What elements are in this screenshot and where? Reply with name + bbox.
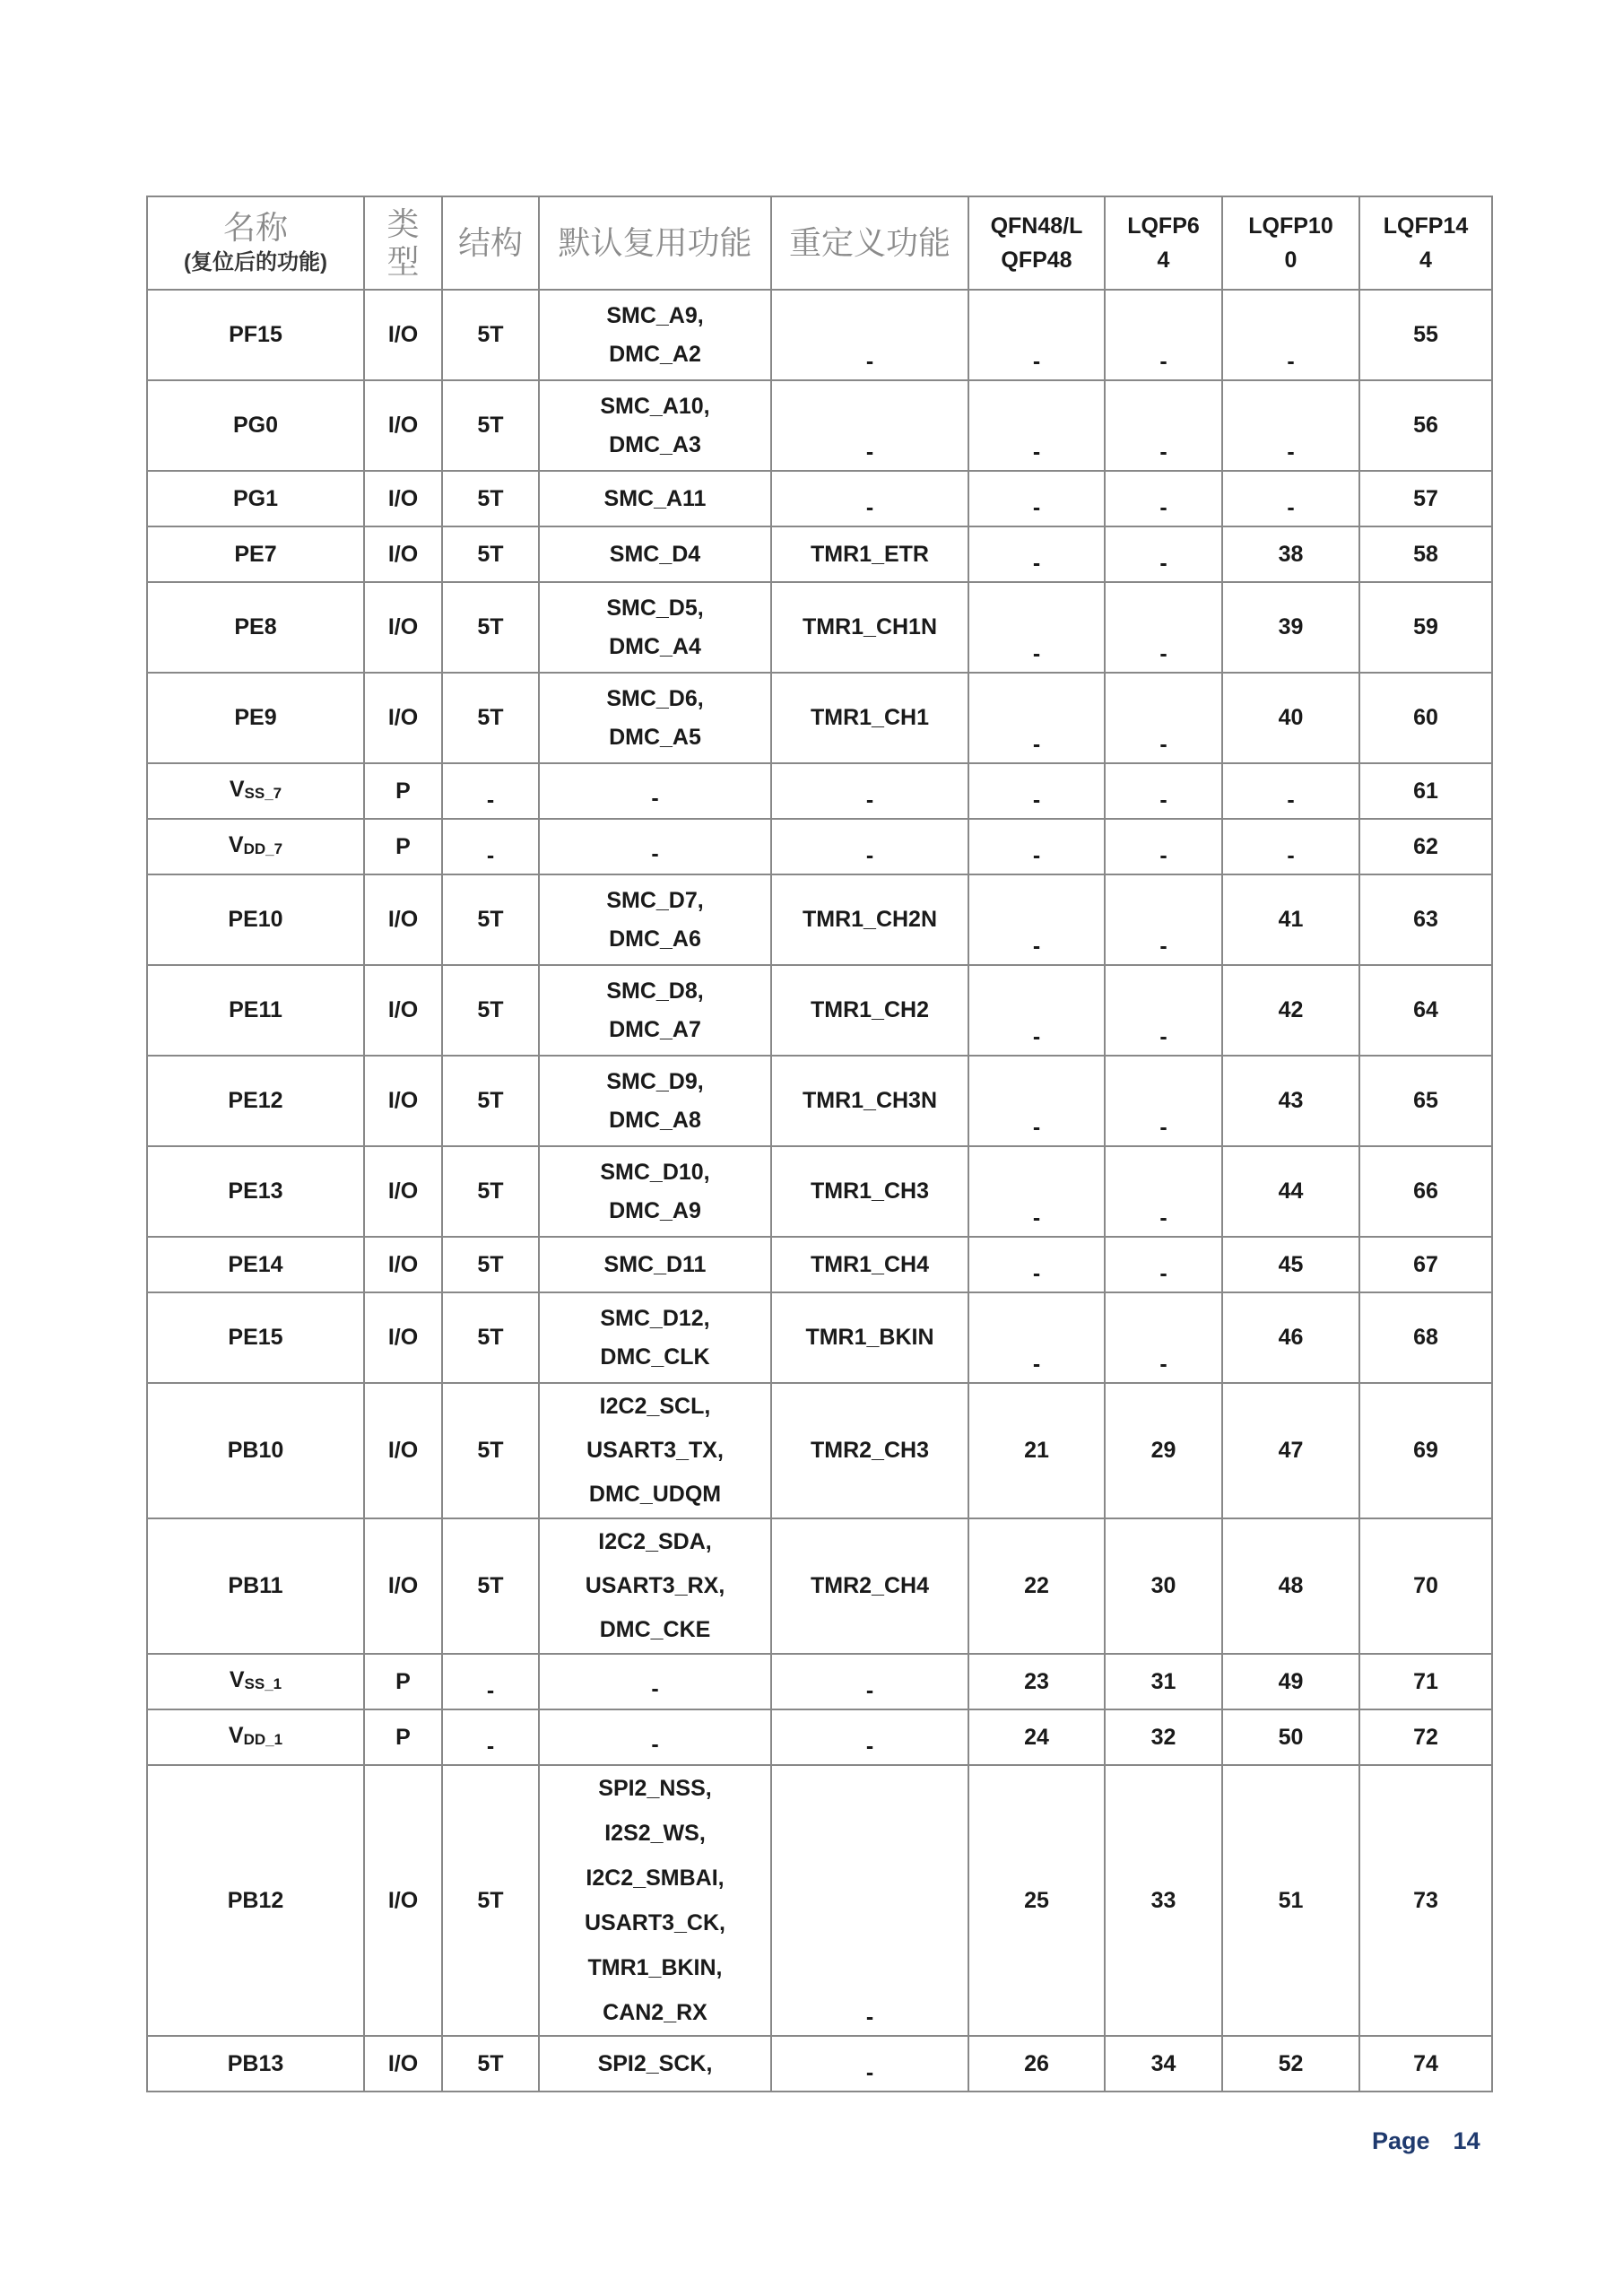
af-line: - <box>651 1676 659 1701</box>
pin-default-af-cell <box>539 673 771 763</box>
pin-lqfp144-cell: 58 <box>1359 526 1492 582</box>
pin-structure-cell: 5T <box>442 965 539 1056</box>
header-lqfp100: LQFP100 <box>1222 196 1359 290</box>
pin-lqfp144-cell: 63 <box>1359 874 1492 965</box>
pin-remap-cell: TMR1_CH1 <box>771 673 968 763</box>
pin-default-af-cell <box>539 965 771 1056</box>
pin-lqfp100-cell: 47 <box>1222 1383 1359 1518</box>
pin-lqfp64-cell: - <box>1105 1056 1222 1146</box>
pin-name-main: V <box>229 1666 245 1692</box>
pin-table-wrapper <box>146 196 1493 2092</box>
pin-name-cell <box>147 1654 364 1709</box>
pin-remap-cell: TMR1_CH2 <box>771 965 968 1056</box>
pin-lqfp64-cell: - <box>1105 526 1222 582</box>
pin-name-index: DD_1 <box>243 1730 283 1748</box>
pin-name-cell: PG1 <box>147 471 364 526</box>
pin-name-cell: PE7 <box>147 526 364 582</box>
pin-type-cell: I/O <box>364 874 442 965</box>
af-line: SMC_D9, <box>606 1068 704 1094</box>
pin-name-cell <box>147 763 364 819</box>
pin-structure-cell: 5T <box>442 1237 539 1292</box>
pin-qfn48-cell: - <box>968 874 1105 965</box>
af-line: SMC_D11 <box>603 1251 707 1277</box>
af-line: DMC_A9 <box>609 1197 701 1223</box>
table-row <box>147 290 1492 380</box>
pin-lqfp64-cell: 30 <box>1105 1518 1222 1654</box>
pin-remap-cell: - <box>771 471 968 526</box>
af-line: DMC_A8 <box>609 1107 701 1133</box>
pin-qfn48-cell: - <box>968 380 1105 471</box>
pin-lqfp64-cell: 32 <box>1105 1709 1222 1765</box>
pin-name-cell: PE12 <box>147 1056 364 1146</box>
table-row <box>147 582 1492 673</box>
pin-remap-cell: - <box>771 1654 968 1709</box>
pin-name-cell <box>147 1709 364 1765</box>
pin-lqfp100-cell: 48 <box>1222 1518 1359 1654</box>
pin-default-af-cell <box>539 819 771 874</box>
pin-default-af-cell <box>539 526 771 582</box>
pin-structure-cell: 5T <box>442 1292 539 1383</box>
pin-lqfp144-cell: 57 <box>1359 471 1492 526</box>
pin-name-main: V <box>228 831 244 857</box>
pin-lqfp100-cell: 40 <box>1222 673 1359 763</box>
pin-default-af-cell <box>539 1146 771 1237</box>
header-structure: 结构 <box>442 196 539 290</box>
pin-remap-cell: TMR1_CH2N <box>771 874 968 965</box>
pin-definition-table <box>146 196 1493 2092</box>
af-line: SMC_D6, <box>606 685 704 711</box>
af-line: DMC_A3 <box>609 431 701 457</box>
pin-remap-cell: - <box>771 763 968 819</box>
pin-lqfp64-cell: - <box>1105 673 1222 763</box>
pin-lqfp144-cell: 73 <box>1359 1765 1492 2036</box>
af-line: DMC_CLK <box>600 1344 710 1370</box>
pin-lqfp100-cell: 41 <box>1222 874 1359 965</box>
pin-remap-cell: TMR1_CH3 <box>771 1146 968 1237</box>
pin-lqfp64-cell: - <box>1105 1237 1222 1292</box>
pin-name-cell: PE8 <box>147 582 364 673</box>
pin-lqfp64-cell: - <box>1105 471 1222 526</box>
table-row <box>147 471 1492 526</box>
pin-type-cell: I/O <box>364 526 442 582</box>
pin-lqfp144-cell: 67 <box>1359 1237 1492 1292</box>
pin-structure-cell: 5T <box>442 582 539 673</box>
af-line: SMC_D5, <box>606 595 704 621</box>
pin-qfn48-cell: - <box>968 763 1105 819</box>
pin-structure-cell: 5T <box>442 1518 539 1654</box>
pin-name-cell: PE15 <box>147 1292 364 1383</box>
pin-lqfp64-cell: 33 <box>1105 1765 1222 2036</box>
af-line: SMC_A10, <box>600 393 710 419</box>
pin-name-cell: PE11 <box>147 965 364 1056</box>
af-line: - <box>651 786 659 811</box>
pin-qfn48-cell: 23 <box>968 1654 1105 1709</box>
pin-structure-cell: 5T <box>442 526 539 582</box>
pin-lqfp144-cell: 70 <box>1359 1518 1492 1654</box>
af-line: SPI2_SCK, <box>597 2050 713 2076</box>
pin-name-cell: PB13 <box>147 2036 364 2092</box>
pin-lqfp100-cell: 44 <box>1222 1146 1359 1237</box>
pin-default-af-cell <box>539 290 771 380</box>
pin-default-af-cell <box>539 2036 771 2092</box>
table-row <box>147 1383 1492 1518</box>
table-row <box>147 526 1492 582</box>
pin-type-cell: I/O <box>364 1056 442 1146</box>
af-line: USART3_TX, <box>586 1438 724 1463</box>
pin-lqfp144-cell: 71 <box>1359 1654 1492 1709</box>
af-line: SMC_A9, <box>606 302 704 328</box>
pin-structure-cell: - <box>442 819 539 874</box>
pin-name-cell: PB10 <box>147 1383 364 1518</box>
pin-type-cell: P <box>364 819 442 874</box>
pin-type-cell: I/O <box>364 380 442 471</box>
pin-qfn48-cell: - <box>968 965 1105 1056</box>
af-line: SPI2_NSS, <box>598 1776 712 1801</box>
pin-qfn48-cell: 25 <box>968 1765 1105 2036</box>
pin-qfn48-cell: 26 <box>968 2036 1105 2092</box>
table-row <box>147 1292 1492 1383</box>
header-lqfp144: LQFP144 <box>1359 196 1492 290</box>
pin-remap-cell: TMR1_CH3N <box>771 1056 968 1146</box>
page-number: 14 <box>1453 2127 1480 2154</box>
pin-default-af-cell <box>539 1654 771 1709</box>
pin-type-cell: I/O <box>364 1765 442 2036</box>
af-line: TMR1_BKIN, <box>587 1955 723 1980</box>
pin-remap-cell: TMR1_ETR <box>771 526 968 582</box>
pin-default-af-cell <box>539 471 771 526</box>
pin-remap-cell: - <box>771 1765 968 2036</box>
pin-lqfp100-cell: - <box>1222 763 1359 819</box>
pin-name-index: DD_7 <box>243 839 283 857</box>
af-line: USART3_CK, <box>585 1910 725 1935</box>
pin-remap-cell: - <box>771 1709 968 1765</box>
pin-lqfp100-cell: - <box>1222 290 1359 380</box>
af-line: I2S2_WS, <box>604 1821 706 1846</box>
af-line: DMC_A6 <box>609 926 701 952</box>
af-line: USART3_RX, <box>585 1573 725 1598</box>
af-line: DMC_A2 <box>609 341 701 367</box>
af-line: I2C2_SCL, <box>599 1394 711 1419</box>
af-line: SMC_D8, <box>606 978 704 1004</box>
pin-structure-cell: - <box>442 763 539 819</box>
af-line: SMC_D7, <box>606 887 704 913</box>
pin-lqfp144-cell: 60 <box>1359 673 1492 763</box>
table-row <box>147 380 1492 471</box>
pin-name-cell: PE10 <box>147 874 364 965</box>
pin-lqfp64-cell: - <box>1105 965 1222 1056</box>
pin-default-af-cell <box>539 763 771 819</box>
pin-type-cell: I/O <box>364 1146 442 1237</box>
pin-type-cell: I/O <box>364 1237 442 1292</box>
pin-type-cell: I/O <box>364 2036 442 2092</box>
header-lqfp64: LQFP64 <box>1105 196 1222 290</box>
pin-lqfp64-cell: - <box>1105 819 1222 874</box>
af-line: I2C2_SDA, <box>598 1529 712 1554</box>
pin-lqfp100-cell: 51 <box>1222 1765 1359 2036</box>
pin-remap-cell: - <box>771 380 968 471</box>
af-line: DMC_A4 <box>609 633 701 659</box>
pin-structure-cell: 5T <box>442 1383 539 1518</box>
pin-lqfp100-cell: 38 <box>1222 526 1359 582</box>
pin-lqfp144-cell: 56 <box>1359 380 1492 471</box>
table-row <box>147 1709 1492 1765</box>
pin-lqfp64-cell: 29 <box>1105 1383 1222 1518</box>
pin-name-index: SS_7 <box>244 784 282 802</box>
pin-lqfp100-cell: - <box>1222 819 1359 874</box>
pin-qfn48-cell: - <box>968 1146 1105 1237</box>
pin-name-main: V <box>228 1722 244 1748</box>
header-type: 类型 <box>364 196 442 290</box>
header-remap: 重定义功能 <box>771 196 968 290</box>
pin-type-cell: I/O <box>364 673 442 763</box>
pin-default-af-cell <box>539 1709 771 1765</box>
af-line: - <box>651 841 659 866</box>
pin-lqfp144-cell: 55 <box>1359 290 1492 380</box>
pin-default-af-cell <box>539 1383 771 1518</box>
pin-lqfp144-cell: 66 <box>1359 1146 1492 1237</box>
pin-type-cell: I/O <box>364 1518 442 1654</box>
pin-lqfp64-cell: - <box>1105 1146 1222 1237</box>
pin-type-cell: I/O <box>364 1383 442 1518</box>
table-row <box>147 1518 1492 1654</box>
table-header-row <box>147 196 1492 290</box>
table-row <box>147 965 1492 1056</box>
pin-structure-cell: 5T <box>442 1056 539 1146</box>
pin-remap-cell: TMR1_CH4 <box>771 1237 968 1292</box>
af-line: I2C2_SMBAI, <box>586 1866 725 1891</box>
pin-lqfp64-cell: - <box>1105 290 1222 380</box>
pin-type-cell: I/O <box>364 1292 442 1383</box>
pin-name-cell: PB11 <box>147 1518 364 1654</box>
pin-lqfp144-cell: 62 <box>1359 819 1492 874</box>
pin-name-cell <box>147 819 364 874</box>
table-row <box>147 1237 1492 1292</box>
pin-qfn48-cell: - <box>968 1292 1105 1383</box>
pin-lqfp144-cell: 69 <box>1359 1383 1492 1518</box>
pin-remap-cell: - <box>771 819 968 874</box>
af-line: SMC_A11 <box>603 485 707 511</box>
pin-remap-cell: - <box>771 290 968 380</box>
pin-structure-cell: 5T <box>442 1765 539 2036</box>
pin-default-af-cell <box>539 380 771 471</box>
pin-type-cell: I/O <box>364 582 442 673</box>
pin-qfn48-cell: 21 <box>968 1383 1105 1518</box>
table-row <box>147 1654 1492 1709</box>
table-row <box>147 2036 1492 2092</box>
pin-lqfp64-cell: 34 <box>1105 2036 1222 2092</box>
pin-lqfp144-cell: 68 <box>1359 1292 1492 1383</box>
header-default-af: 默认复用功能 <box>539 196 771 290</box>
pin-lqfp100-cell: 49 <box>1222 1654 1359 1709</box>
pin-lqfp100-cell: 50 <box>1222 1709 1359 1765</box>
pin-default-af-cell <box>539 1518 771 1654</box>
pin-name-cell: PG0 <box>147 380 364 471</box>
pin-remap-cell: TMR1_CH1N <box>771 582 968 673</box>
pin-remap-cell: TMR2_CH4 <box>771 1518 968 1654</box>
pin-qfn48-cell: - <box>968 471 1105 526</box>
pin-qfn48-cell: - <box>968 819 1105 874</box>
pin-lqfp100-cell: 46 <box>1222 1292 1359 1383</box>
pin-lqfp100-cell: 52 <box>1222 2036 1359 2092</box>
pin-lqfp144-cell: 64 <box>1359 965 1492 1056</box>
table-row <box>147 819 1492 874</box>
pin-type-cell: I/O <box>364 471 442 526</box>
af-line: DMC_CKE <box>599 1617 711 1642</box>
pin-remap-cell: TMR2_CH3 <box>771 1383 968 1518</box>
pin-name-index: SS_1 <box>244 1674 282 1692</box>
pin-default-af-cell <box>539 874 771 965</box>
pin-structure-cell: 5T <box>442 290 539 380</box>
pin-lqfp100-cell: 45 <box>1222 1237 1359 1292</box>
af-line: DMC_UDQM <box>588 1482 722 1507</box>
pin-qfn48-cell: - <box>968 1056 1105 1146</box>
af-line: - <box>651 1732 659 1757</box>
pin-type-cell: I/O <box>364 965 442 1056</box>
pin-lqfp100-cell: 43 <box>1222 1056 1359 1146</box>
pin-type-cell: I/O <box>364 290 442 380</box>
pin-qfn48-cell: - <box>968 1237 1105 1292</box>
pin-default-af-cell <box>539 1056 771 1146</box>
table-row <box>147 874 1492 965</box>
pin-structure-cell: 5T <box>442 380 539 471</box>
af-line: DMC_A7 <box>609 1016 701 1042</box>
table-row <box>147 763 1492 819</box>
pin-default-af-cell <box>539 1237 771 1292</box>
pin-lqfp144-cell: 59 <box>1359 582 1492 673</box>
table-row <box>147 673 1492 763</box>
pin-structure-cell: 5T <box>442 1146 539 1237</box>
pin-structure-cell: - <box>442 1654 539 1709</box>
pin-lqfp64-cell: - <box>1105 1292 1222 1383</box>
af-line: CAN2_RX <box>603 2000 707 2025</box>
table-row <box>147 1765 1492 2036</box>
page-footer <box>1372 2127 1480 2155</box>
table-body <box>147 290 1492 2092</box>
pin-remap-cell: - <box>771 2036 968 2092</box>
pin-lqfp100-cell: - <box>1222 471 1359 526</box>
header-name-main: 名称 <box>222 209 288 246</box>
pin-name-main: V <box>229 776 245 802</box>
pin-qfn48-cell: 24 <box>968 1709 1105 1765</box>
af-line: SMC_D4 <box>609 541 701 567</box>
pin-structure-cell: 5T <box>442 874 539 965</box>
table-row <box>147 1056 1492 1146</box>
pin-type-cell: P <box>364 1654 442 1709</box>
pin-lqfp144-cell: 61 <box>1359 763 1492 819</box>
pin-default-af-cell <box>539 1765 771 2036</box>
pin-structure-cell: 5T <box>442 673 539 763</box>
pin-name-cell: PB12 <box>147 1765 364 2036</box>
pin-lqfp144-cell: 74 <box>1359 2036 1492 2092</box>
pin-remap-cell: TMR1_BKIN <box>771 1292 968 1383</box>
pin-lqfp64-cell: - <box>1105 380 1222 471</box>
pin-default-af-cell <box>539 1292 771 1383</box>
pin-qfn48-cell: - <box>968 290 1105 380</box>
page-label: Page <box>1372 2127 1430 2154</box>
pin-qfn48-cell: - <box>968 673 1105 763</box>
pin-lqfp100-cell: - <box>1222 380 1359 471</box>
pin-lqfp64-cell: - <box>1105 582 1222 673</box>
header-qfn48: QFN48/LQFP48 <box>968 196 1105 290</box>
pin-name-cell: PE13 <box>147 1146 364 1237</box>
header-name <box>147 196 364 290</box>
header-name-sub: (复位后的功能) <box>184 250 327 274</box>
pin-lqfp144-cell: 65 <box>1359 1056 1492 1146</box>
pin-name-cell: PE14 <box>147 1237 364 1292</box>
pin-lqfp100-cell: 39 <box>1222 582 1359 673</box>
pin-lqfp100-cell: 42 <box>1222 965 1359 1056</box>
table-row <box>147 1146 1492 1237</box>
pin-lqfp64-cell: - <box>1105 763 1222 819</box>
pin-qfn48-cell: - <box>968 526 1105 582</box>
af-line: SMC_D12, <box>600 1305 710 1331</box>
pin-type-cell: P <box>364 763 442 819</box>
pin-name-cell: PF15 <box>147 290 364 380</box>
pin-qfn48-cell: 22 <box>968 1518 1105 1654</box>
pin-qfn48-cell: - <box>968 582 1105 673</box>
pin-lqfp64-cell: - <box>1105 874 1222 965</box>
pin-default-af-cell <box>539 582 771 673</box>
pin-lqfp144-cell: 72 <box>1359 1709 1492 1765</box>
pin-structure-cell: 5T <box>442 471 539 526</box>
pin-structure-cell: - <box>442 1709 539 1765</box>
pin-type-cell: P <box>364 1709 442 1765</box>
pin-name-cell: PE9 <box>147 673 364 763</box>
pin-lqfp64-cell: 31 <box>1105 1654 1222 1709</box>
pin-structure-cell: 5T <box>442 2036 539 2092</box>
af-line: SMC_D10, <box>600 1159 710 1185</box>
af-line: DMC_A5 <box>609 724 701 750</box>
